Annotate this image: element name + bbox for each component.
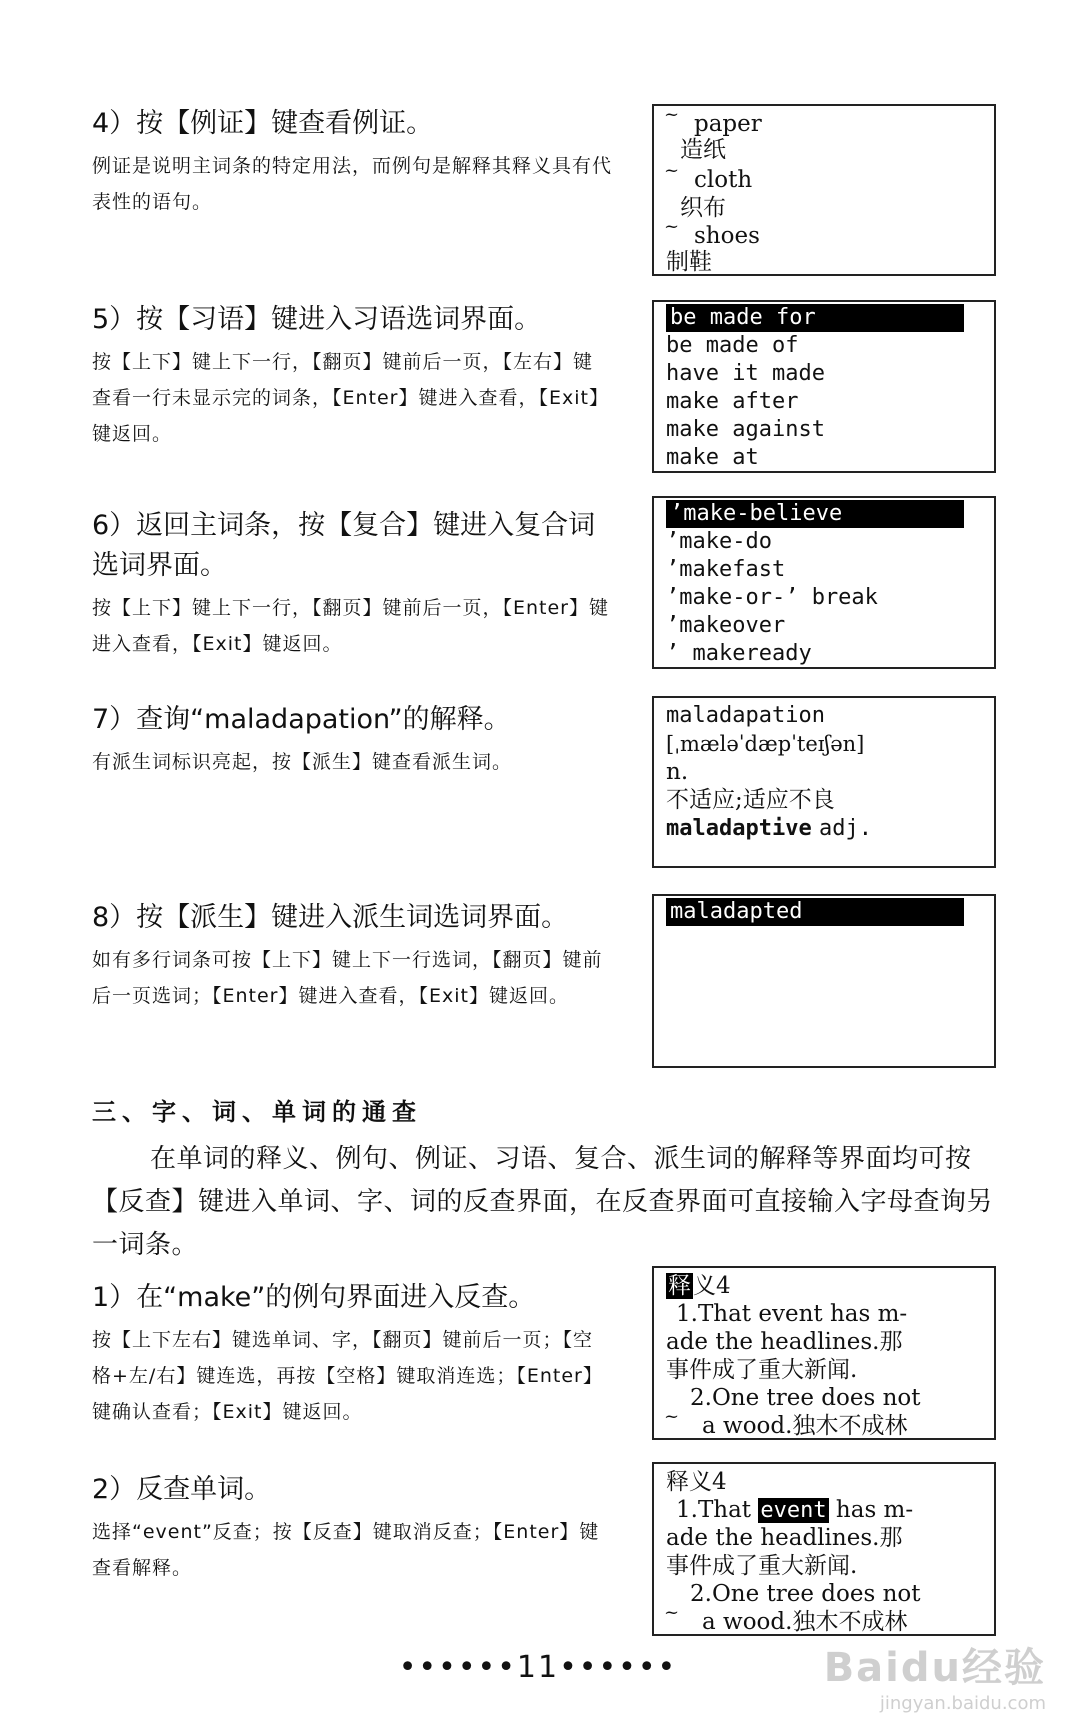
screen-line: paper: [694, 111, 762, 137]
step-4: [92, 104, 612, 220]
part-of-speech: n.: [666, 759, 689, 785]
tilde-mark: ~: [664, 104, 680, 125]
definition-label: 释义4: [666, 1469, 727, 1495]
definition-label: 义4: [693, 1273, 731, 1299]
screen-line: shoes: [694, 223, 760, 249]
section-paragraph: 在单词的释义、例句、例证、习语、复合、派生词的解释等界面均可按【反查】键进入单词、字、词的反查界面，在反查界面可直接输入字母查询另一词条。: [92, 1144, 994, 1260]
page-number: ••••••11••••••: [398, 1650, 678, 1685]
baidu-logo: Baidu经验: [823, 1645, 1046, 1691]
step-desc: 按【上下】键上下一行，【翻页】键前后一页，【左右】键查看一行未显示完的词条，【Enter】键进入查看，【Exit】键返回。: [92, 351, 609, 445]
step-title: 2）反查单词。: [92, 1474, 272, 1505]
step-title: 6）返回主词条，按【复合】键进入复合词选词界面。: [92, 510, 596, 581]
example-line: a wood.独木不成林: [702, 1413, 908, 1439]
example-line: 2.One tree does not: [690, 1581, 921, 1607]
example-line: 事件成了重大新闻.: [666, 1553, 858, 1579]
step-6: [92, 506, 612, 662]
selected-word-event[interactable]: event: [760, 1498, 827, 1523]
step-title: 5）按【习语】键进入习语选词界面。: [92, 304, 542, 335]
step-7: [92, 700, 612, 780]
idiom-item[interactable]: make against: [666, 417, 825, 442]
step-desc: 按【上下】键上下一行，【翻页】键前后一页，【Enter】键进入查看，【Exit】键返回。: [92, 597, 609, 655]
step-desc: 选择“event”反查；按【反查】键取消反查；【Enter】键查看解释。: [92, 1521, 600, 1579]
derived-pos: adj.: [819, 816, 872, 841]
example-line: ade the headlines.那: [666, 1329, 903, 1355]
step-desc: 有派生词标识亮起，按【派生】键查看派生词。: [92, 751, 513, 773]
screen-line: 制鞋: [666, 249, 712, 275]
screen-definition: [652, 696, 996, 868]
example-line: 2.One tree does not: [690, 1385, 921, 1411]
tilde-mark: ~: [664, 160, 680, 181]
compound-item[interactable]: ’makefast: [666, 557, 786, 582]
idiom-item[interactable]: make at: [666, 445, 759, 470]
example-line: 1.That event has m-: [676, 1301, 908, 1327]
screen-line: 造纸: [680, 137, 726, 163]
selected-idiom[interactable]: be made for: [666, 304, 964, 332]
example-line: a wood.独木不成林: [702, 1609, 908, 1635]
step-desc: 按【上下左右】键选单词、字，【翻页】键前后一页；【空格+左/右】键连选，再按【空格】键取消连选；【Enter】键确认查看；【Exit】键返回。: [92, 1329, 603, 1423]
example-text: has m-: [828, 1497, 914, 1523]
example-line: ade the headlines.那: [666, 1525, 903, 1551]
step-title: 7）查询“maladapation”的解释。: [92, 704, 511, 735]
screen-compounds: [652, 496, 996, 669]
screen-line: cloth: [694, 167, 753, 193]
section-heading: 三、字、词、单词的通查: [92, 1098, 422, 1126]
headword: maladapation: [666, 703, 825, 728]
idiom-item[interactable]: have it made: [666, 361, 825, 386]
step-8: [92, 898, 612, 1014]
lookup-step-1: [92, 1278, 612, 1430]
example-text: 1.That: [676, 1497, 759, 1523]
tilde-mark: ~: [664, 1406, 680, 1427]
selected-compound[interactable]: ’make-believe: [666, 500, 964, 528]
compound-item[interactable]: ’ makeready: [666, 641, 812, 666]
screen-lookup-2: [652, 1462, 996, 1636]
tilde-mark: ~: [664, 1602, 680, 1623]
derived-word: maladaptive: [666, 816, 812, 841]
step-title: 4）按【例证】键查看例证。: [92, 108, 434, 139]
lookup-step-2: [92, 1470, 612, 1586]
step-title: 1）在“make”的例句界面进入反查。: [92, 1282, 536, 1313]
screen-examples: [652, 104, 996, 276]
screen-idioms: [652, 300, 996, 473]
step-title: 8）按【派生】键进入派生词选词界面。: [92, 902, 569, 933]
idiom-item[interactable]: make after: [666, 389, 799, 414]
phonetic: [ˌmæləˈdæpˈteɪʃən]: [666, 732, 865, 756]
compound-item[interactable]: ’makeover: [666, 613, 786, 638]
idiom-item[interactable]: be made of: [666, 333, 799, 358]
cursor-char[interactable]: 释: [668, 1273, 691, 1299]
step-5: [92, 300, 612, 452]
meaning: 不适应;适应不良: [666, 787, 835, 813]
tilde-mark: ~: [664, 216, 680, 237]
example-line: 事件成了重大新闻.: [666, 1357, 858, 1383]
watermark: [824, 1636, 1046, 1714]
compound-item[interactable]: ’make-do: [666, 529, 772, 554]
step-desc: 例证是说明主词条的特定用法，而例句是解释其释义具有代表性的语句。: [92, 155, 613, 213]
selected-derived[interactable]: maladapted: [666, 898, 964, 926]
watermark-url: jingyan.baidu.com: [879, 1693, 1046, 1714]
step-desc: 如有多行词条可按【上下】键上下一行选词，【翻页】键前后一页选词；【Enter】键进入查看，【Exit】键返回。: [92, 949, 603, 1007]
screen-derived-list: [652, 894, 996, 1068]
screen-lookup-1: [652, 1266, 996, 1440]
screen-line: 织布: [680, 195, 726, 221]
compound-item[interactable]: ’make-or-’ break: [666, 585, 878, 610]
